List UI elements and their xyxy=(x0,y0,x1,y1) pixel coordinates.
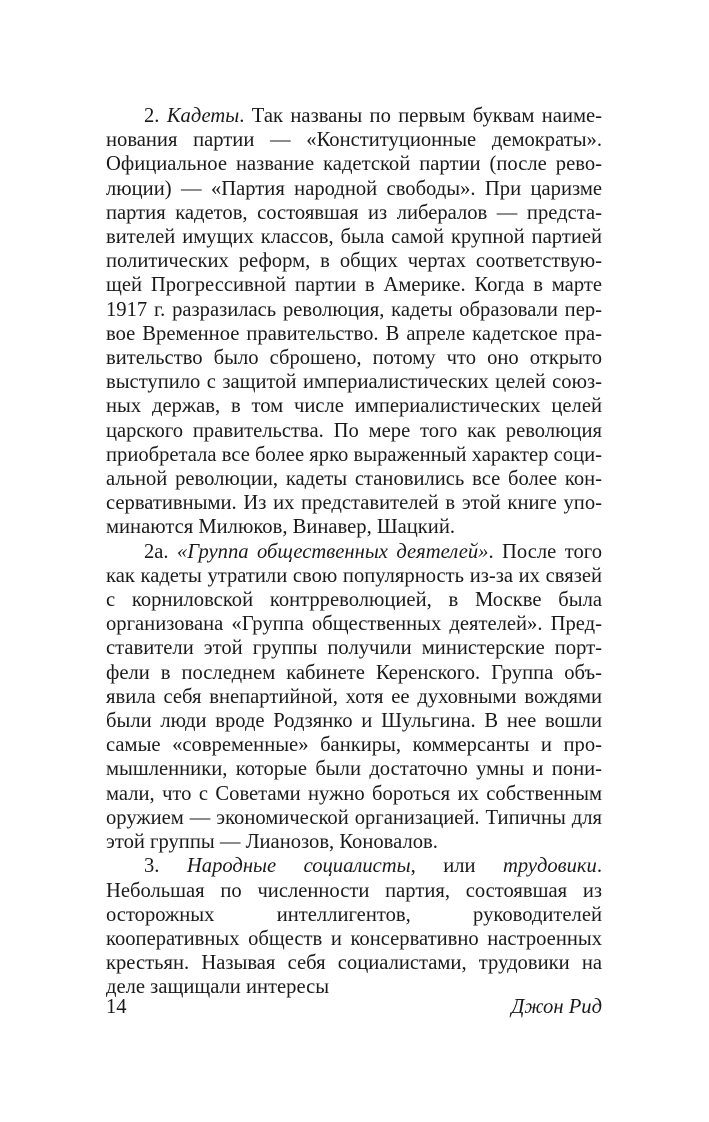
page-footer xyxy=(106,996,602,1022)
paragraph-kadety xyxy=(106,104,602,540)
paragraph-gruppa xyxy=(106,540,602,855)
paragraph-text: . После того как кадеты утратили свою популярность из-за их связей с корниловской контрреволюцией, в Москве была организована «Группа общественных деятелей». Представители этой группы получили министерские портфели в последнем кабинете Керенского. Группа объявила себя внепартийной, хотя ее духовными вождями были люди вроде Родзянко и Шульгина. В нее вошли самые «современные» банкиры, коммерсанты и промышленники, которые были достаточно умны и понимали, что с Советами нужно бороться их собственным оружием — экономической организацией. Типичны для этой группы — Лианозов, Коновалов. xyxy=(106,540,602,854)
paragraph-number: 3. xyxy=(144,855,160,878)
term-narodnye-socialisty: Народные социалисты xyxy=(186,855,411,878)
paragraph-text: . Небольшая по численности партия, состоявшая из осторожных интеллигентов, руководителей кооперативных обществ и консервативно настроенных крестьян. Называя себя социалистами, трудовики на деле защищали интересы xyxy=(106,855,602,999)
page-body xyxy=(106,104,602,1000)
paragraph-number: 2а. xyxy=(144,540,169,563)
paragraph-number: 2. xyxy=(144,105,160,127)
term-kadety: Кадеты xyxy=(166,105,240,127)
term-trudoviki: трудовики xyxy=(502,855,597,878)
paragraph-trudoviki xyxy=(106,854,602,999)
page-number: 14 xyxy=(106,996,127,1018)
paragraph-connector: , или xyxy=(410,855,503,878)
paragraph-text: . Так названы по первым буквам наименования партии — «Конституционные демократы». Официальное название кадетской партии (после революции) — «Партия народной свободы». При царизме партия кадетов, состоявшая из либералов — представителей имущих классов, была самой крупной партией политических реформ, в общих чертах соответствующей Прогрессивной партии в Америке. Когда в марте 1917 г. разразилась революция, кадеты образовали первое Временное правительство. В апреле кадетское правительство было сброшено, потому что оно открыто выступило с защитой империалистических целей союзных держав, в том числе империалистических целей царского правительства. По мере того как революция приобретала все более ярко выраженный характер социальной революции, кадеты становились все более консервативными. Из их представителей в этой книге упоминаются Милюков, Винавер, Шацкий. xyxy=(106,105,602,539)
term-gruppa: «Группа общественных деятелей» xyxy=(177,540,489,563)
running-author: Джон Рид xyxy=(511,996,602,1018)
